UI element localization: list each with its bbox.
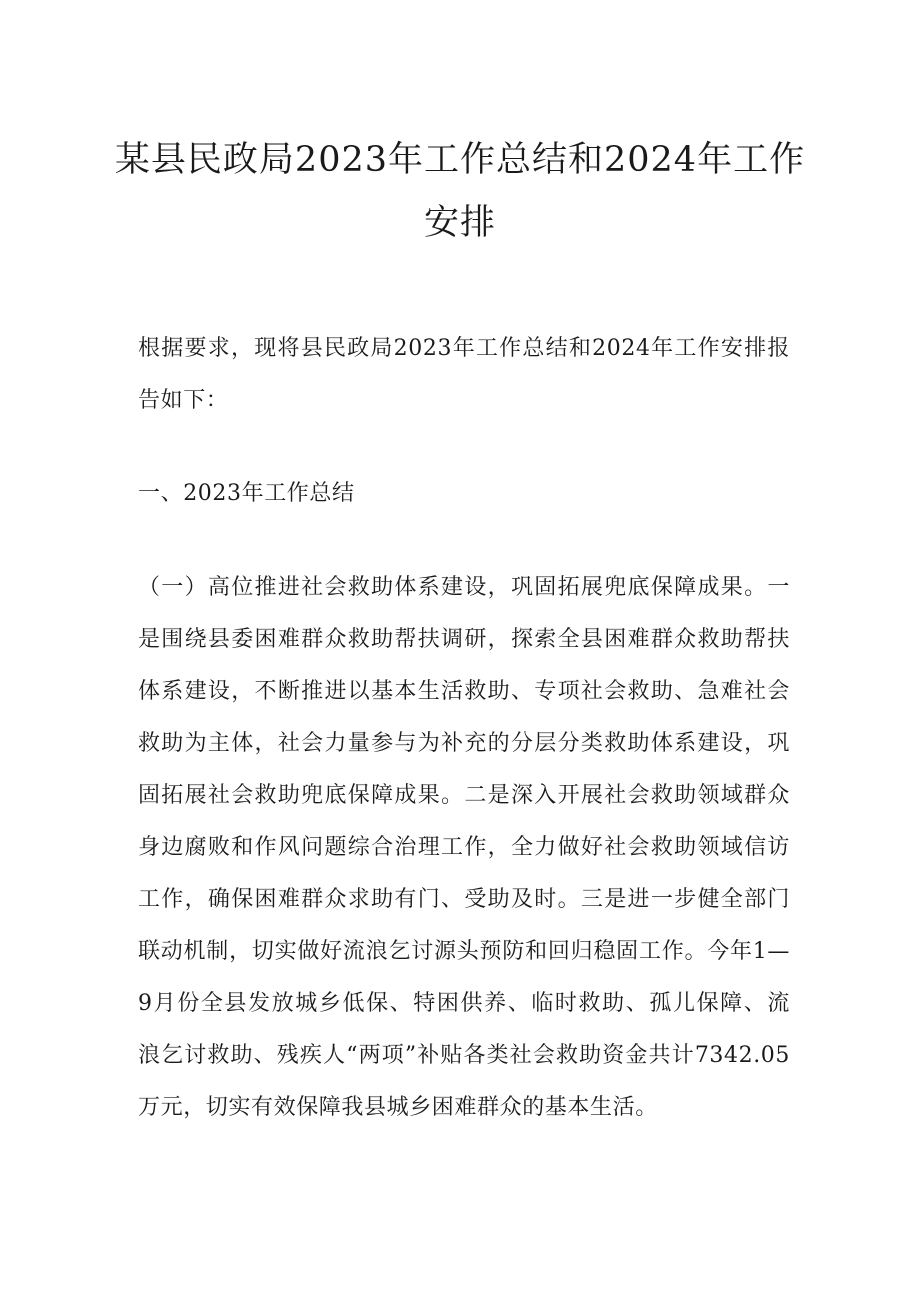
paragraph-line: 体系建设，不断推进以基本生活救助、专项社会救助、急难社会 xyxy=(138,679,790,704)
paragraph-line: 浪乞讨救助、残疾人“两项”补贴各类社会救助资金共计7342.05 xyxy=(138,1043,790,1068)
intro-line: 告如下： xyxy=(138,388,229,413)
paragraph-line: 救助为主体，社会力量参与为补充的分层分类救助体系建设，巩 xyxy=(138,731,790,756)
paragraph-line: 是围绕县委困难群众救助帮扶调研，探索全县困难群众救助帮扶 xyxy=(138,627,790,652)
paragraph-line: 工作，确保困难群众求助有门、受助及时。三是进一步健全部门 xyxy=(138,887,790,912)
paragraph-line: 身边腐败和作风问题综合治理工作，全力做好社会救助领域信访 xyxy=(138,835,790,860)
document-title-line-2: 安排 xyxy=(423,203,496,243)
paragraph-line: （一）高位推进社会救助体系建设，巩固拓展兜底保障成果。一 xyxy=(138,575,790,600)
document-title-line-1: 某县民政局2023年工作总结和2024年工作 xyxy=(114,140,806,180)
intro-paragraph xyxy=(138,323,790,427)
intro-line: 根据要求，现将县民政局2023年工作总结和2024年工作安排报 xyxy=(138,336,790,361)
paragraph-line: 万元，切实有效保障我县城乡困难群众的基本生活。 xyxy=(138,1095,658,1120)
paragraph-line: 联动机制，切实做好流浪乞讨源头预防和回归稳固工作。今年1— xyxy=(138,939,790,964)
paragraph-line: 固拓展社会救助兜底保障成果。二是深入开展社会救助领域群众 xyxy=(138,783,790,808)
paragraph-line: 9月份全县发放城乡低保、特困供养、临时救助、孤儿保障、流 xyxy=(138,991,790,1016)
section-paragraph xyxy=(138,562,790,1134)
section-heading: 一、2023年工作总结 xyxy=(138,481,355,506)
